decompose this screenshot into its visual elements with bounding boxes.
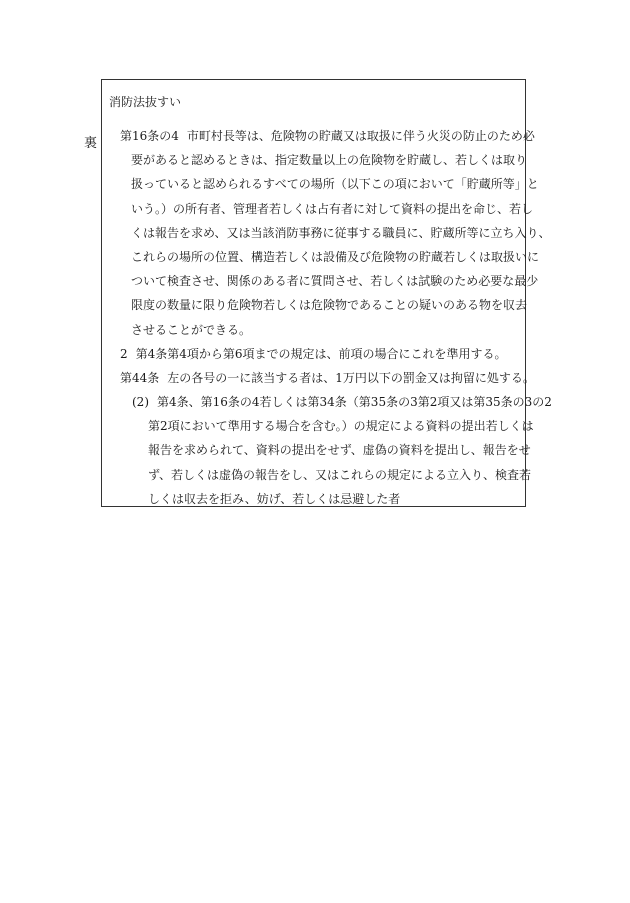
excerpt-frame — [101, 79, 552, 507]
article-16-4-line-9: させることができる。 — [131, 322, 252, 337]
article-16-4-line-2: 要があると認めるときは、指定数量以上の危険物を貯蔵し、若しくは取り — [131, 153, 528, 168]
excerpt-body — [102, 124, 552, 511]
paragraph-2 — [102, 342, 525, 366]
article-16-4-text: 市町村長等は、危険物の貯蔵又は取扱に伴う火災の防止のため必 — [186, 129, 535, 143]
item-2-line-4: ず、若しくは虚偽の報告をし、又はこれらの規定による立入り、検査若 — [148, 467, 532, 482]
article-16-4-line-5: くは報告を求め、又は当該消防事務に従事する職員に、貯蔵所等に立ち入り、 — [131, 225, 551, 240]
paragraph-2-label: 2 — [120, 346, 128, 361]
article-44 — [102, 366, 535, 390]
reverse-side-mark: 裏 — [84, 136, 98, 151]
item-2-line-5: しくは収去を拒み、妨げ、若しくは忌避した者 — [148, 491, 401, 506]
article-16-4-line-7: ついて検査させ、関係のある者に質問させ、若しくは試験のため必要な最少 — [131, 274, 539, 289]
item-2-line-1 — [102, 390, 552, 414]
article-16-4-line-3: 扱っていると認められるすべての場所（以下この項において「貯蔵所等」と — [131, 177, 539, 192]
item-2-text: 第4条、第16条の4若しくは第34条（第35条の3第2項又は第35条の3の2 — [157, 395, 552, 410]
article-16-4-line-1 — [102, 124, 535, 148]
item-2-line-2: 第2項において準用する場合を含む。）の規定による資料の提出若しくは — [148, 419, 534, 434]
item-2-label: (2) — [132, 395, 149, 410]
article-16-4-line-4: いう。）の所有者、管理者若しくは占有者に対して資料の提出を命じ、若し — [131, 201, 534, 216]
item-2-line-3: 報告を求められて、資料の提出をせず、虚偽の資料を提出し、報告をせ — [148, 443, 531, 458]
article-44-text: 左の各号の一に該当する者は、1万円以下の罰金又は拘留に処する。 — [167, 370, 535, 385]
article-16-4-line-8: 限度の数量に限り危険物若しくは危険物であることの疑いのある物を収去 — [131, 298, 528, 313]
article-44-label: 第44条 — [120, 370, 160, 385]
paragraph-2-text: 第4条第4項から第6項までの規定は、前項の場合にこれを準用する。 — [135, 346, 507, 361]
article-16-4-label: 第16条の4 — [120, 129, 179, 143]
article-16-4-line-6: これらの場所の位置、構造若しくは設備及び危険物の貯蔵若しくは取扱いに — [131, 249, 540, 264]
excerpt-heading: 消防法抜すい — [109, 95, 182, 109]
